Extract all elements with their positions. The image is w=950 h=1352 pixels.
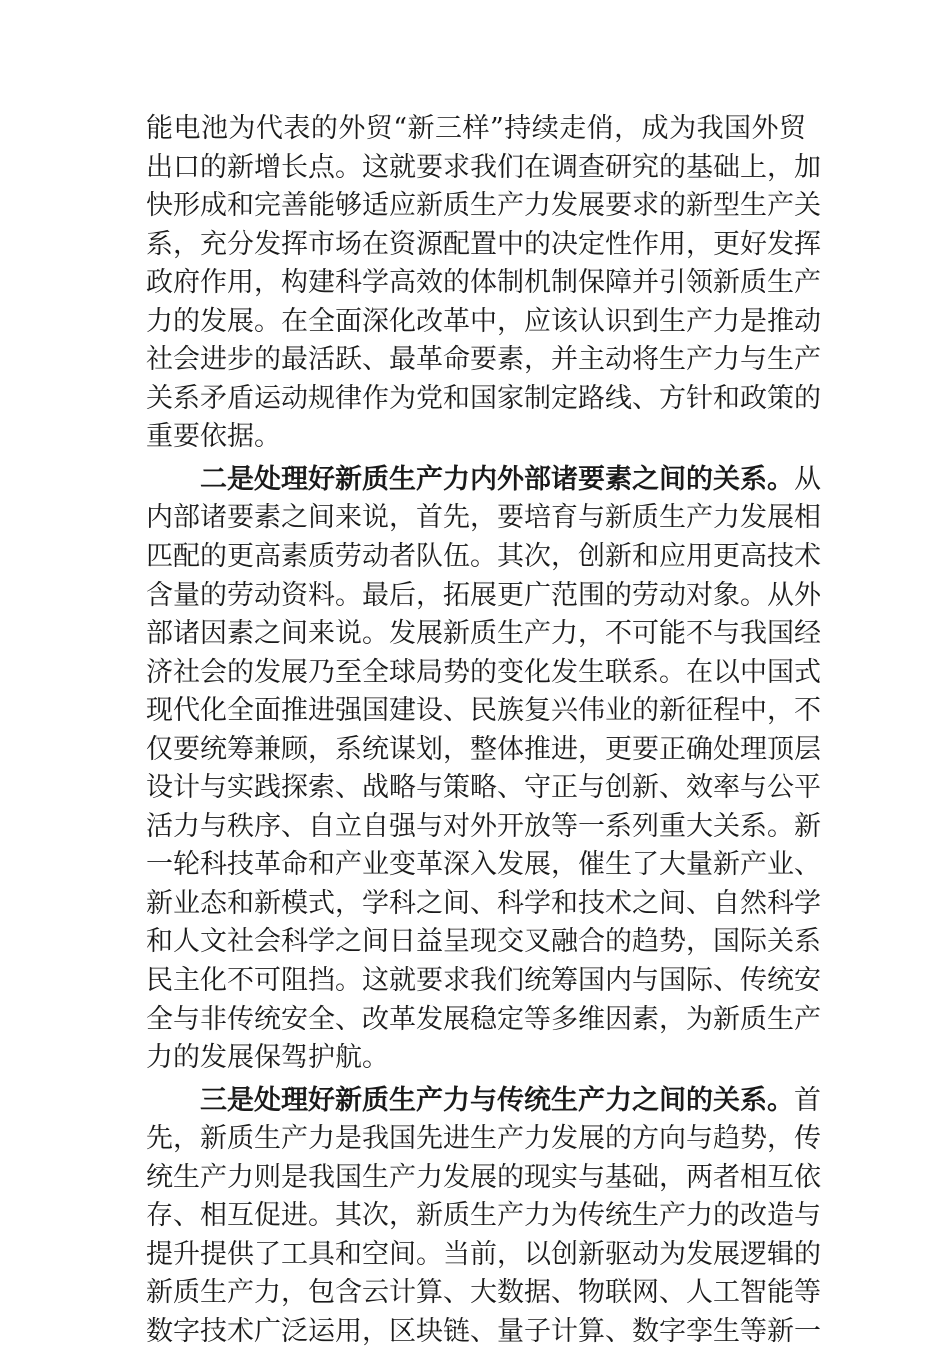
paragraph-line: 系，充分发挥市场在资源配置中的决定性作用，更好发挥 bbox=[146, 228, 821, 260]
paragraph-line: 仅要统筹兼顾，系统谋划，整体推进，更要正确处理顶层 bbox=[146, 733, 821, 765]
paragraph-first-line-rest: 从 bbox=[794, 463, 821, 495]
paragraph-line: 部诸因素之间来说。发展新质生产力，不可能不与我国经 bbox=[146, 618, 821, 650]
paragraph-first-line bbox=[146, 1082, 821, 1121]
paragraph-line: 新业态和新模式，学科之间、科学和技术之间、自然科学 bbox=[146, 887, 821, 919]
paragraph-heading: 二是处理好新质生产力内外部诸要素之间的关系。 bbox=[200, 463, 794, 495]
paragraph-line: 快形成和完善能够适应新质生产力发展要求的新型生产关 bbox=[146, 190, 821, 222]
paragraph-line: 存、相互促进。其次，新质生产力为传统生产力的改造与 bbox=[146, 1200, 821, 1232]
paragraph-line: 内部诸要素之间来说，首先，要培育与新质生产力发展相 bbox=[146, 502, 821, 534]
paragraph-first-line-rest: 首 bbox=[794, 1084, 821, 1116]
paragraph-line: 政府作用，构建科学高效的体制机制保障并引领新质生产 bbox=[146, 267, 821, 299]
paragraph-line: 和人文社会科学之间日益呈现交叉融合的趋势，国际关系 bbox=[146, 926, 821, 958]
document-body bbox=[146, 110, 821, 1352]
paragraph-line: 出口的新增长点。这就要求我们在调查研究的基础上，加 bbox=[146, 151, 821, 183]
paragraph-line: 社会进步的最活跃、最革命要素，并主动将生产力与生产 bbox=[146, 344, 821, 376]
paragraph-2 bbox=[146, 461, 821, 1078]
paragraph-line: 数字技术广泛运用，区块链、量子计算、数字孪生等新一 bbox=[146, 1315, 821, 1347]
paragraph-line: 民主化不可阻挡。这就要求我们统筹国内与国际、传统安 bbox=[146, 965, 821, 997]
paragraph-line: 提升提供了工具和空间。当前，以创新驱动为发展逻辑的 bbox=[146, 1238, 821, 1270]
paragraph-heading: 三是处理好新质生产力与传统生产力之间的关系。 bbox=[200, 1084, 794, 1116]
paragraph-line: 匹配的更高素质劳动者队伍。其次，创新和应用更高技术 bbox=[146, 541, 821, 573]
paragraph-line: 现代化全面推进强国建设、民族复兴伟业的新征程中，不 bbox=[146, 695, 821, 727]
paragraph-1 bbox=[146, 110, 821, 457]
paragraph-line: 含量的劳动资料。最后，拓展更广范围的劳动对象。从外 bbox=[146, 579, 821, 611]
paragraph-3 bbox=[146, 1082, 821, 1352]
paragraph-line: 济社会的发展乃至全球局势的变化发生联系。在以中国式 bbox=[146, 656, 821, 688]
paragraph-line: 设计与实践探索、战略与策略、守正与创新、效率与公平 bbox=[146, 772, 821, 804]
paragraph-line: 一轮科技革命和产业变革深入发展，催生了大量新产业、 bbox=[146, 849, 821, 881]
paragraph-line: 关系矛盾运动规律作为党和国家制定路线、方针和政策的 bbox=[146, 382, 821, 414]
paragraph-line: 先，新质生产力是我国先进生产力发展的方向与趋势，传 bbox=[146, 1123, 821, 1155]
paragraph-line: 力的发展。在全面深化改革中，应该认识到生产力是推动 bbox=[146, 305, 821, 337]
paragraph-line: 活力与秩序、自立自强与对外开放等一系列重大关系。新 bbox=[146, 810, 821, 842]
paragraph-line: 统生产力则是我国生产力发展的现实与基础，两者相互依 bbox=[146, 1161, 821, 1193]
paragraph-line: 新质生产力，包含云计算、大数据、物联网、人工智能等 bbox=[146, 1277, 821, 1309]
paragraph-line: 全与非传统安全、改革发展稳定等多维因素，为新质生产 bbox=[146, 1003, 821, 1035]
paragraph-line: 力的发展保驾护航。 bbox=[146, 1042, 389, 1074]
paragraph-line: 能电池为代表的外贸“新三样”持续走俏，成为我国外贸 bbox=[146, 113, 806, 144]
paragraph-line: 重要依据。 bbox=[146, 421, 281, 453]
paragraph-first-line bbox=[146, 461, 821, 500]
